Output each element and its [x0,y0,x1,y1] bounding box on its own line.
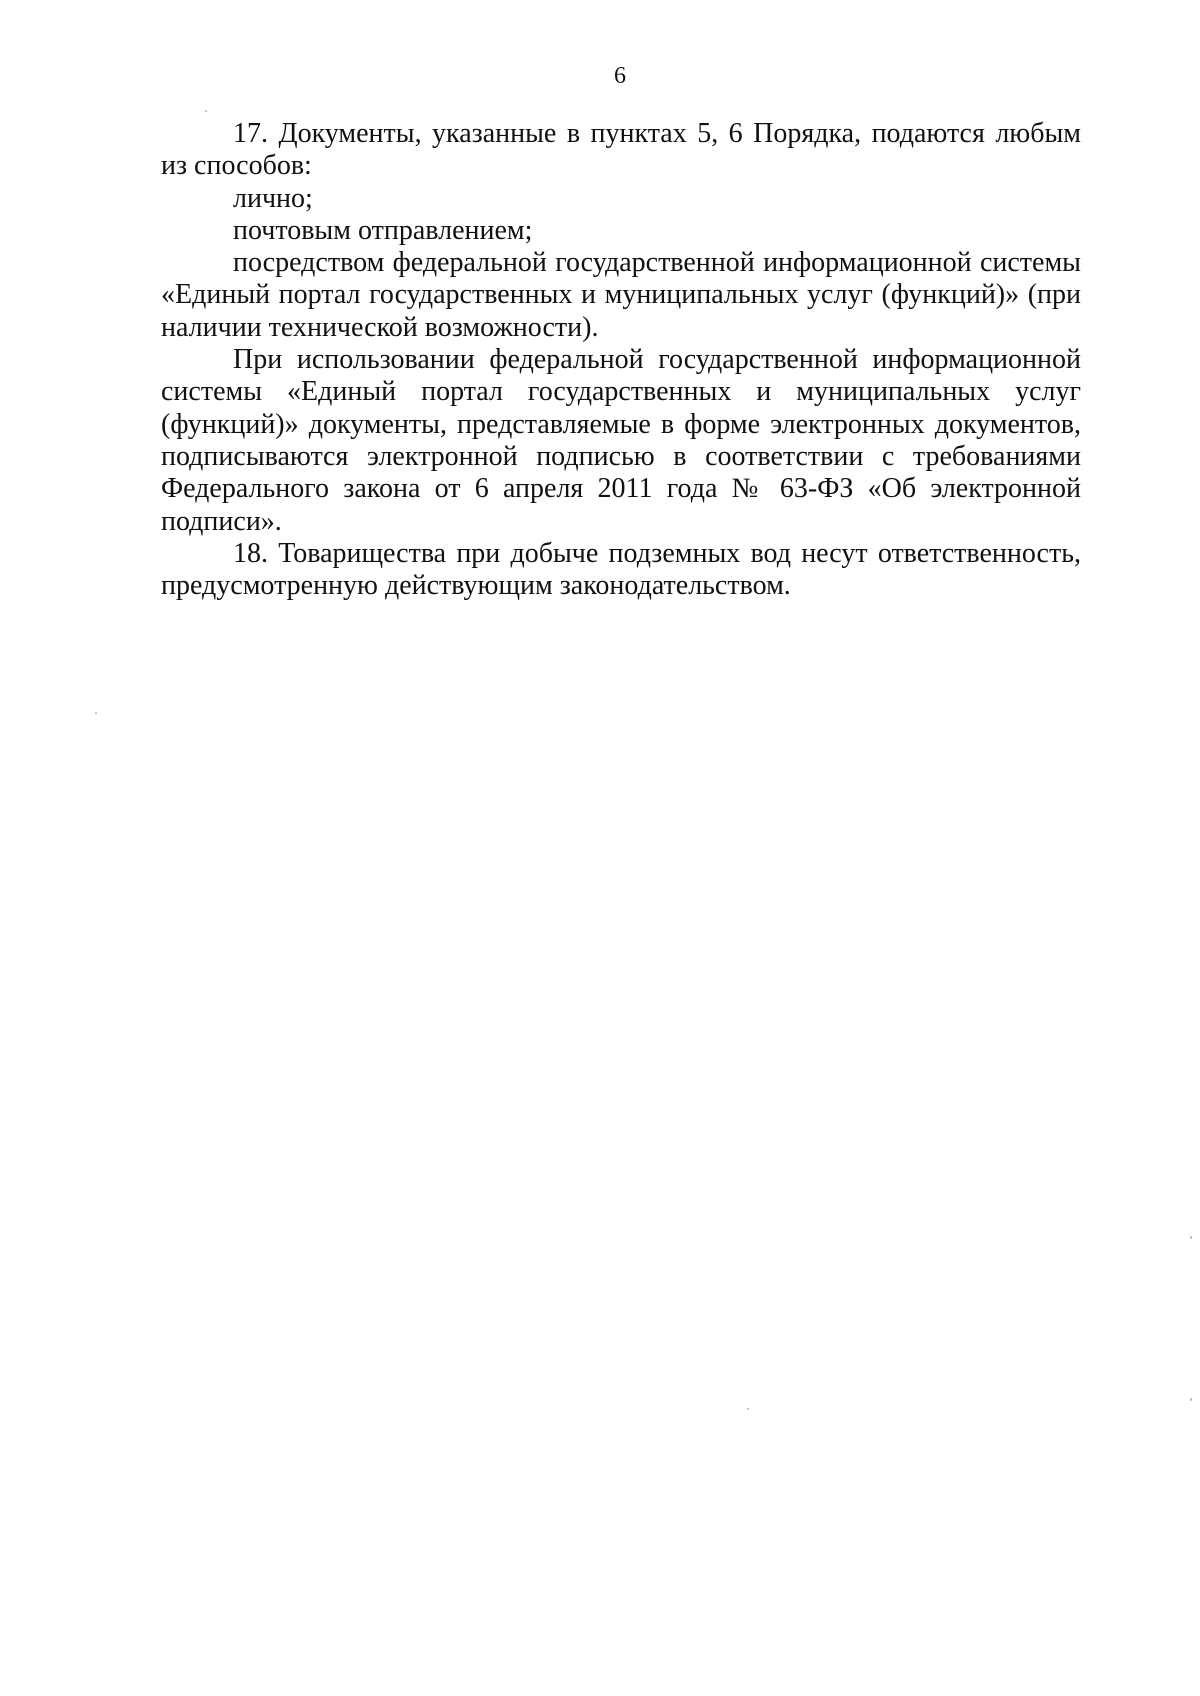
paragraph-electronic-signature: При использовании федеральной государственной информационной системы «Единый портал государственных и муниципальных услуг (функций)» документы, представляемые в форме электронных документов, подписываются электронной подписью в соответствии с требованиями Федерального закона от 6 апреля 2011 года № 63-ФЗ «Об электронной подписи». [161,344,1081,537]
scan-speck [747,1408,749,1410]
method-postal: почтовым отправлением; [233,214,533,246]
method-portal: посредством федеральной государственной информационной системы «Единый портал государственных и муниципальных услуг (функций)» (при наличии технической возможности). [161,247,1081,343]
scan-speck [205,110,207,112]
method-in-person: лично; [233,182,313,214]
paragraph-18: 18. Товарищества при добыче подземных вод несут ответственность, предусмотренную действующим законодательством. [161,537,1081,602]
scan-speck [1190,1398,1192,1401]
scan-speck [95,712,97,714]
scan-speck [1190,1236,1192,1239]
document-body [161,118,1081,602]
page-number: 6 [614,63,626,89]
paragraph-17: 17. Документы, указанные в пунктах 5, 6 Порядка, подаются любым из способов: [161,118,1081,182]
